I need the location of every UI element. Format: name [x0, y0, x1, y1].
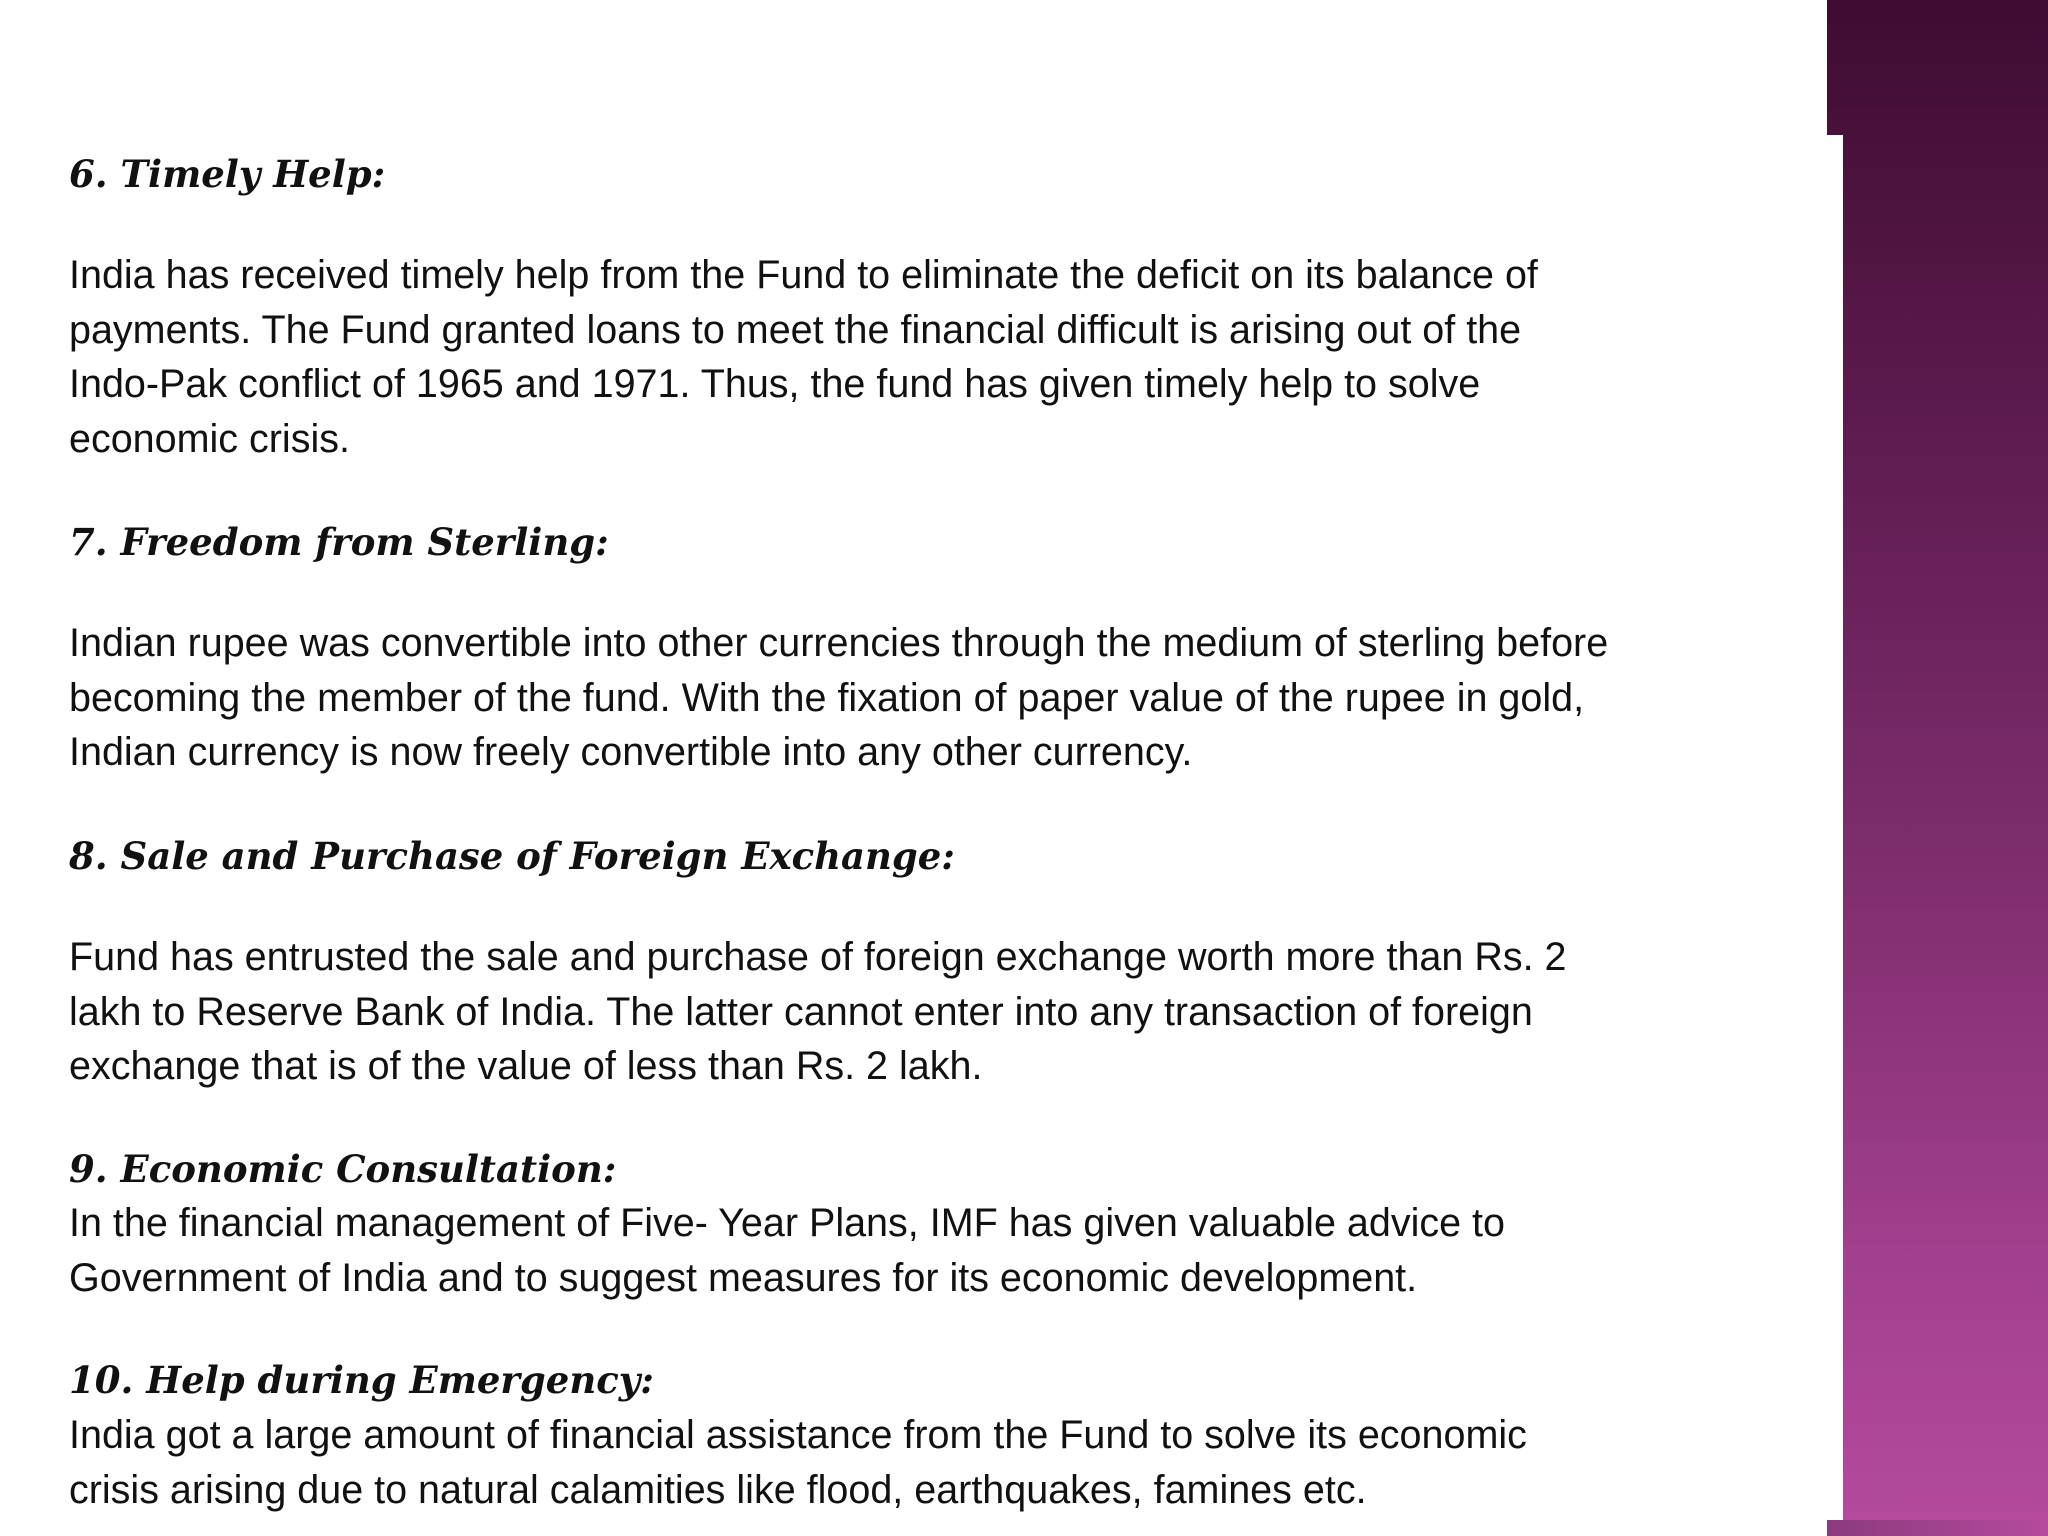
heading-economic-consultation: 9. Economic Consultation: [69, 1147, 617, 1191]
heading-help-during-emergency: 10. Help during Emergency: [69, 1358, 654, 1402]
paragraph-line: becoming the member of the fund. With the fixation of paper value of the rupee in gold, [69, 675, 1585, 720]
paragraph-line: payments. The Fund granted loans to meet the financial difficult is arising out of the [69, 307, 1522, 352]
paragraph-line: Indian currency is now freely convertible into any other currency. [69, 730, 1193, 774]
heading-timely-help: 6. Timely Help: [69, 152, 386, 196]
paragraph-line: Fund has entrusted the sale and purchase of foreign exchange worth more than Rs. 2 [69, 935, 1567, 979]
paragraph-line: Indo-Pak conflict of 1965 and 1971. Thus, the fund has given timely help to solve [69, 362, 1481, 406]
paragraph-economic-consultation [69, 1196, 1869, 1305]
paragraph-line: lakh to Reserve Bank of India. The latter cannot enter into any transaction of foreign [69, 989, 1533, 1034]
paragraph-timely-help [69, 248, 1869, 466]
paragraph-line: exchange that is of the value of less than Rs. 2 lakh. [69, 1044, 983, 1088]
paragraph-line: India has received timely help from the Fund to eliminate the deficit on its balance of [69, 253, 1538, 297]
paragraph-line: economic crisis. [69, 416, 350, 461]
paragraph-line: In the financial management of Five- Year Plans, IMF has given valuable advice to [69, 1201, 1505, 1245]
paragraph-line: crisis arising due to natural calamities like flood, earthquakes, famines etc. [69, 1467, 1367, 1512]
paragraph-sale-purchase-foreign-exchange [69, 930, 1869, 1094]
paragraph-freedom-from-sterling [69, 616, 1869, 780]
paragraph-line: Government of India and to suggest measures for its economic development. [69, 1255, 1418, 1300]
heading-sale-purchase-foreign-exchange: 8. Sale and Purchase of Foreign Exchange: [69, 834, 955, 878]
paragraph-line: Indian rupee was convertible into other currencies through the medium of sterling before [69, 621, 1609, 665]
paragraph-line: India got a large amount of financial assistance from the Fund to solve its economic [69, 1413, 1527, 1457]
paragraph-help-during-emergency [69, 1408, 1869, 1517]
heading-freedom-from-sterling: 7. Freedom from Sterling: [69, 520, 609, 564]
